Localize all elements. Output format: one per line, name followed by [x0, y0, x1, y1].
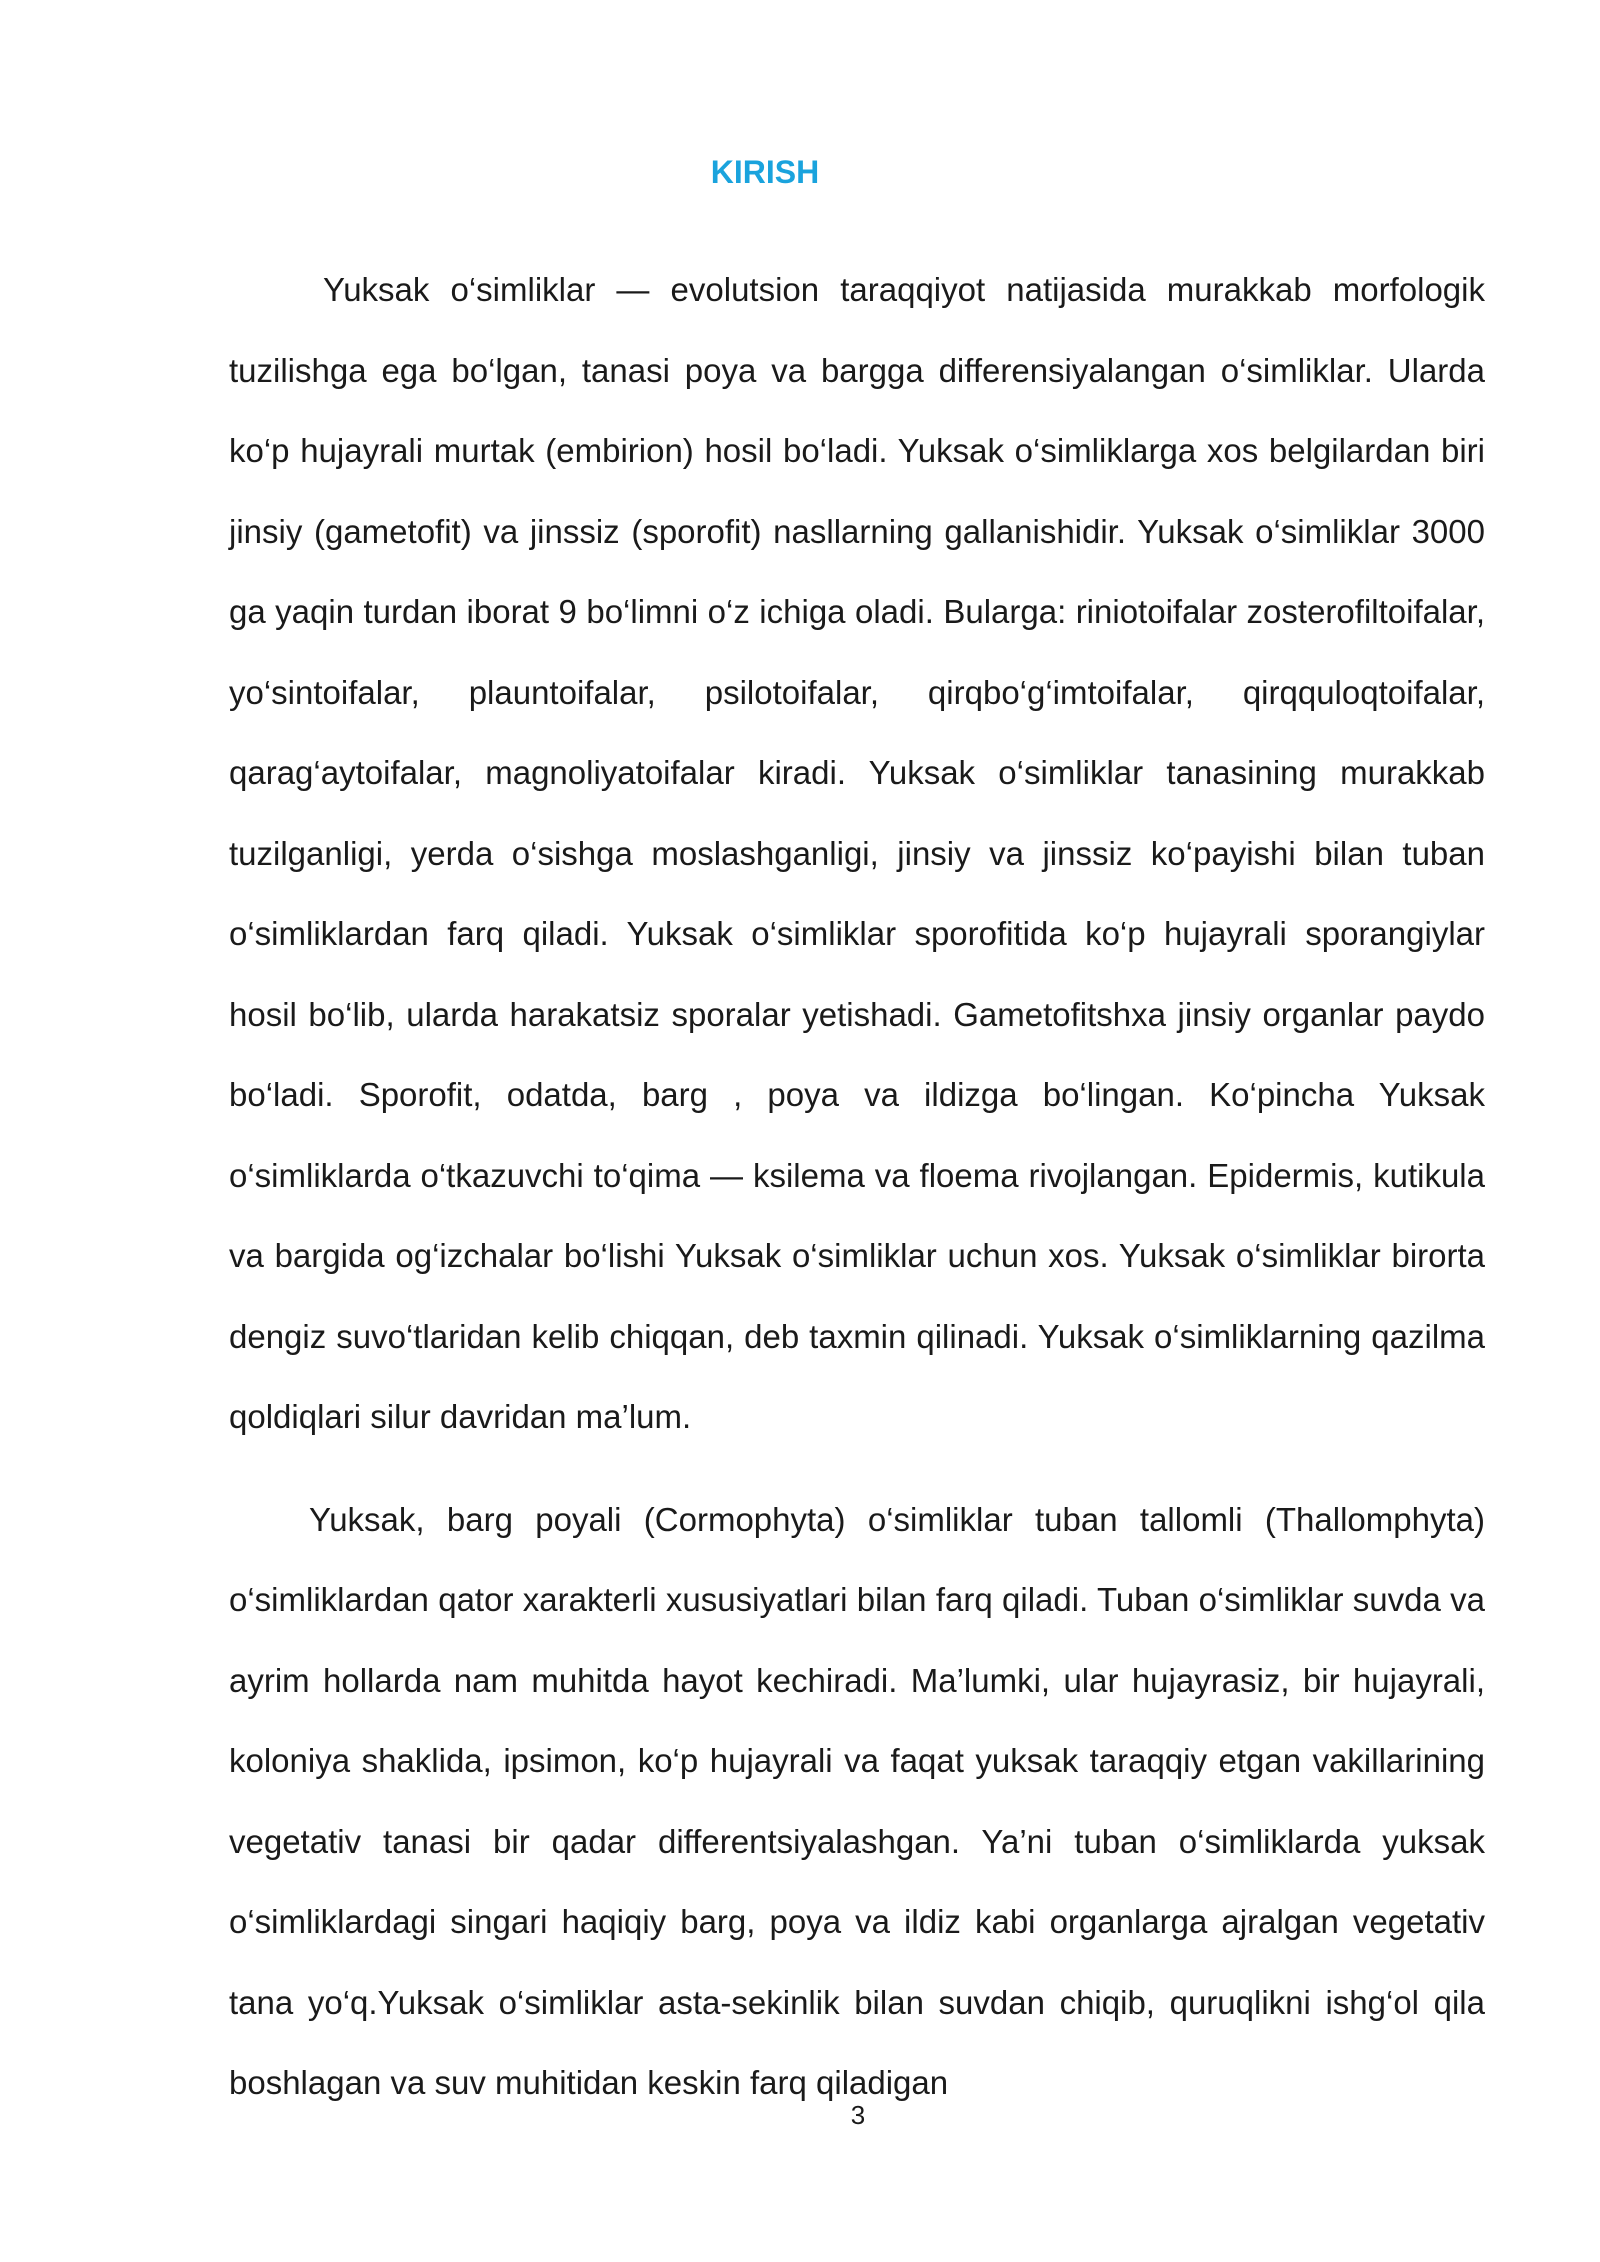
body-text: [229, 250, 1485, 2124]
paragraph-2: Yuksak, barg poyali (Cormophyta) o‘simliklar tuban tallomli (Thallomphyta) o‘simliklardan qator xarakterli xususiyatlari bilan farq qiladi. Tuban o‘simliklar suvda va ayrim hollarda nam muhitda hayot kechiradi. Ma’lumki, ular hujayrasiz, bir hujayrali, koloniya shaklida, ipsimon, ko‘p hujayrali va faqat yuksak taraqqiy etgan vakillarining vegetativ tanasi bir qadar differentsiyalashgan. Ya’ni tuban o‘simliklarda yuksak o‘simliklardagi singari haqiqiy barg, poya va ildiz kabi organlarga ajralgan vegetativ tana yo‘q.Yuksak o‘simliklar asta-sekinlik bilan suvdan chiqib, quruqlikni ishg‘ol qila boshlagan va suv muhitidan keskin farq qiladigan: [229, 1500, 1485, 2101]
paragraph-1: Yuksak o‘simliklar — evolutsion taraqqiyot natijasida murakkab morfologik tuzilishga ega bo‘lgan, tanasi poya va bargga differensiyalangan o‘simliklar. Ularda ko‘p hujayrali murtak (embirion) hosil bo‘ladi. Yuksak o‘simliklarga xos belgilardan biri jinsiy (gametofit) va jinssiz (sporofit) nasllarning gallanishidir. Yuksak o‘simliklar 3000 ga yaqin turdan iborat 9 bo‘limni o‘z ichiga oladi. Bularga: riniotoifalar zosterofiltoifalar, yo‘sintoifalar, plauntoifalar, psilotoifalar, qirqbo‘g‘imtoifalar, qirqquloqtoifalar, qarag‘aytoifalar, magnoliyatoifalar kiradi. Yuksak o‘simliklar tanasining murakkab tuzilganligi, yerda o‘sishga moslashganligi, jinsiy va jinssiz ko‘payishi bilan tuban o‘simliklardan farq qiladi. Yuksak o‘simliklar sporofitida ko‘p hujayrali sporangiylar hosil bo‘lib, ularda harakatsiz sporalar yetishadi. Gametofitshxa jinsiy organlar paydo bo‘ladi. Sporofit, odatda, barg , poya va ildizga bo‘lingan. Ko‘pincha Yuksak o‘simliklarda o‘tkazuvchi to‘qima — ksilema va floema rivojlangan. Epidermis, kutikula va bargida og‘izchalar bo‘lishi Yuksak o‘simliklar uchun xos. Yuksak o‘simliklar birorta dengiz suvo‘tlaridan kelib chiqqan, deb taxmin qilinadi. Yuksak o‘simliklarning qazilma qoldiqlari silur davridan ma’lum.: [229, 271, 1485, 1435]
page-number: 3: [850, 2100, 866, 2130]
page-title: KIRISH: [710, 154, 820, 190]
